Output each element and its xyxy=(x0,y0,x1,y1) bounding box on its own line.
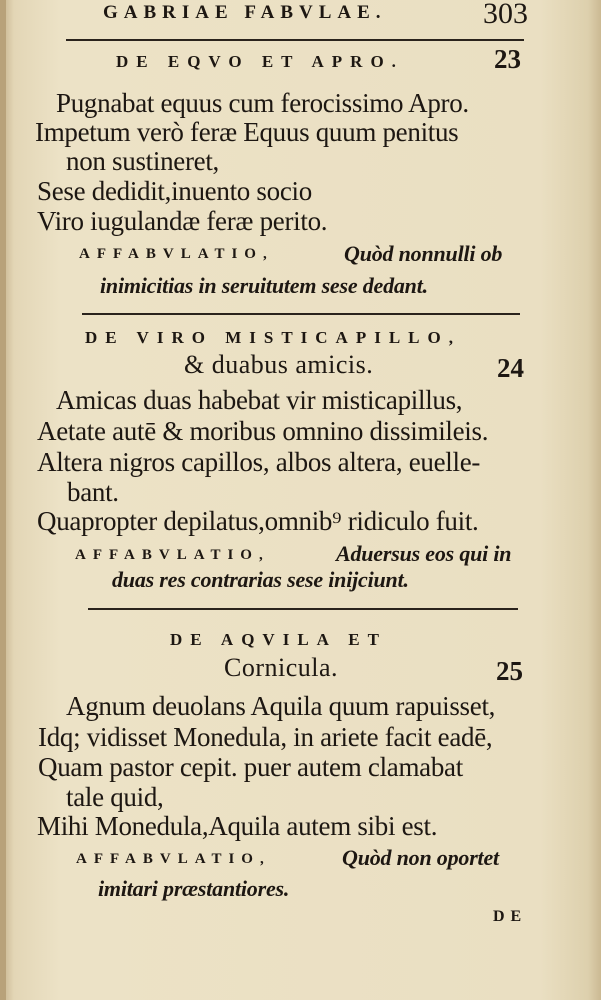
fable-title: DE EQVO ET APRO. xyxy=(116,52,404,71)
fable-title: DE VIRO MISTICAPILLO, xyxy=(85,328,461,347)
moral-text: duas res contrarias sese inijciunt. xyxy=(112,567,409,592)
moral-text: Quòd non oportet xyxy=(342,845,499,870)
verse-line: Viro iugulandæ feræ perito. xyxy=(37,206,328,236)
verse-line: Sese dedidit,inuento socio xyxy=(37,176,312,206)
moral-text: inimicitias in seruitutem sese dedant. xyxy=(100,273,428,298)
section-rule xyxy=(82,313,520,315)
page-number: 303 xyxy=(483,0,528,30)
verse-line: Amicas duas habebat vir misticapillus, xyxy=(56,385,463,415)
moral-label: AFFABVLATIO, xyxy=(76,851,271,867)
fable-subtitle: Cornicula. xyxy=(224,653,339,682)
fable-title: DE AQVILA ET xyxy=(170,630,387,649)
verse-line: non sustineret, xyxy=(66,146,219,176)
verse-line: Aetate autē & moribus omnino dissimileis. xyxy=(37,416,489,446)
moral-label: AFFABVLATIO, xyxy=(75,547,270,563)
fable-number: 25 xyxy=(496,656,523,686)
catchword: DE xyxy=(493,908,528,925)
moral-text: Quòd nonnulli ob xyxy=(344,241,503,266)
header-rule xyxy=(66,39,524,41)
verse-line: Idq; vidisset Monedula, in ariete facit eadē, xyxy=(38,722,493,752)
fable-subtitle: & duabus amicis. xyxy=(184,350,374,379)
verse-line: Agnum deuolans Aquila quum rapuisset, xyxy=(66,691,496,721)
verse-line: Pugnabat equus cum ferocissimo Apro. xyxy=(56,88,469,118)
section-rule xyxy=(88,608,518,610)
verse-line: Quapropter depilatus,omnib⁹ ridiculo fuit. xyxy=(37,506,479,536)
moral-text: Aduersus eos qui in xyxy=(336,541,512,566)
verse-line: Quam pastor cepit. puer autem clamabat xyxy=(38,752,463,782)
verse-line: bant. xyxy=(67,477,119,507)
fable-number: 24 xyxy=(497,353,524,383)
verse-line: Impetum verò feræ Equus quum penitus xyxy=(35,117,459,147)
verse-line: Mihi Monedula,Aquila autem sibi est. xyxy=(37,811,438,841)
fable-number: 23 xyxy=(494,44,521,74)
verse-line: tale quid, xyxy=(66,782,164,812)
verse-line: Altera nigros capillos, albos altera, euelle- xyxy=(37,447,481,477)
moral-label: AFFABVLATIO, xyxy=(79,246,274,262)
moral-text: imitari præstantiores. xyxy=(98,876,290,901)
running-title: GABRIAE FABVLAE. xyxy=(103,2,387,23)
